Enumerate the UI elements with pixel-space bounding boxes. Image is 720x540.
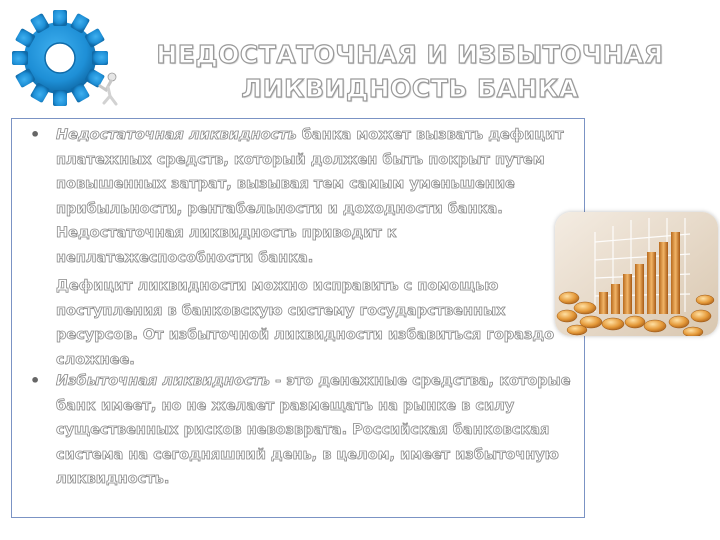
bullet-1-body: банка может вызвать дефицит платежных средств, который должен быть покрыт путем повышенных затрат, вызывая тем самым уменьшение прибыльности, рентабельности и доходности банка. Недостаточная ликвидность приводит к неплатежеспособности банка. bbox=[56, 127, 564, 266]
bullet-2-text bbox=[56, 369, 576, 492]
bullet-1-extra: Дефицит ликвидности можно исправить с помощью поступления в банковскую систему государственных ресурсов. От избыточной ликвидности избавиться гораздо сложнее. bbox=[56, 278, 555, 368]
bullet-1-text bbox=[56, 123, 576, 270]
title-line-1: НЕДОСТАТОЧНАЯ И ИЗБЫТОЧНАЯ bbox=[156, 40, 664, 69]
term-excess-liquidity: Избыточная ликвидность bbox=[56, 373, 271, 389]
title-line-2: ЛИКВИДНОСТЬ БАНКА bbox=[241, 74, 579, 103]
pushing-figure-icon bbox=[96, 72, 122, 106]
gear-icon bbox=[10, 8, 110, 108]
bullet-dot: • bbox=[30, 125, 41, 144]
coins-bar-chart-image bbox=[555, 212, 718, 336]
bullet-dot: • bbox=[30, 371, 41, 390]
content-box bbox=[11, 118, 585, 518]
page-title bbox=[140, 38, 680, 106]
bullet-2-body: - это денежные средства, которые банк имеет, но не желает размещать на рынке в силу существенных рисков невозврата. Российская банковская система на сегодняшний день, в целом, имеет избыточную ликвидность. bbox=[56, 373, 571, 487]
term-insufficient-liquidity: Недостаточная ликвидность bbox=[56, 127, 297, 143]
